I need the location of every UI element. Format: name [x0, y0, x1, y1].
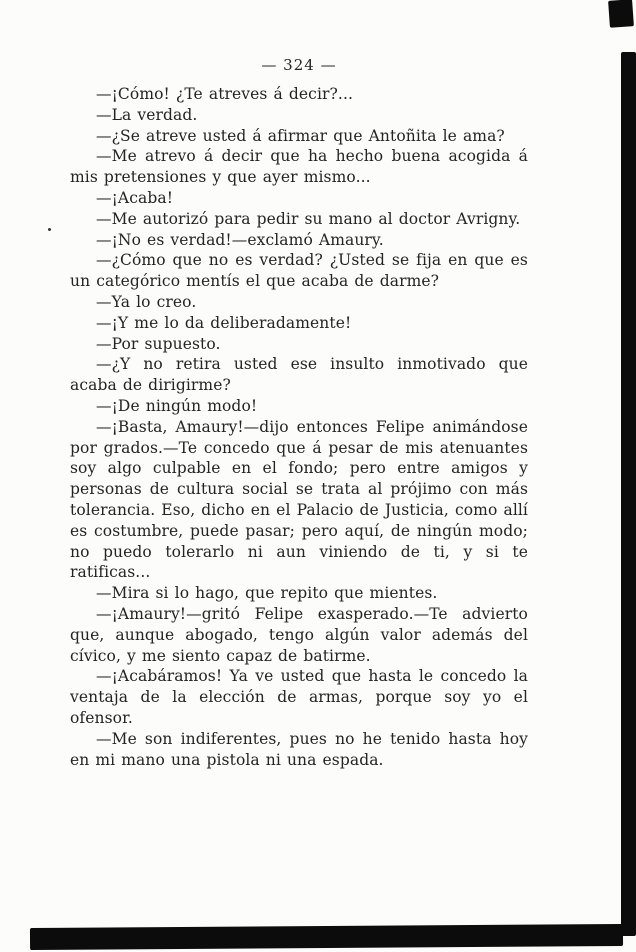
scan-artifact-right-edge — [621, 52, 636, 936]
paragraph: —¡Acaba! — [96, 188, 174, 207]
paragraph: —¡Acabáramos! Ya ve usted que hasta le concedo la ventaja de la elección de armas, porque soy yo el ofensor. — [70, 667, 528, 727]
ink-speck — [48, 228, 51, 231]
paragraph: —La verdad. — [96, 105, 198, 124]
paragraph: —¡Cómo! ¿Te atreves á decir?... — [96, 85, 354, 103]
paragraph: —¿Se atreve usted á afirmar que Antoñita le ama? — [96, 126, 505, 145]
paragraph: —¡No es verdad!—exclamó Amaury. — [96, 230, 384, 249]
paragraph: —¡Amaury!—gritó Felipe exasperado.—Te advierto que, aunque abogado, tengo algún valor además del cívico, y me siento capaz de batirme. — [70, 604, 528, 665]
paragraph: —Mira si lo hago, que repito que mientes. — [96, 584, 438, 603]
paragraph: —¿Cómo que no es verdad? ¿Usted se fija en que es un categórico mentís el que acaba de darme? — [70, 251, 528, 291]
scan-artifact-bottom-edge — [30, 924, 623, 950]
paragraph: —Me atrevo á decir que ha hecho buena acogida á mis pretensiones y que ayer mismo... — [70, 147, 528, 187]
paragraph: —¡De ningún modo! — [96, 396, 258, 415]
scan-artifact-corner-top-right — [608, 0, 634, 28]
paragraph: —Por supuesto. — [96, 334, 221, 353]
paragraph: —¡Basta, Amaury!—dijo entonces Felipe animándose por grados.—Te concedo que á pesar de mis atenuantes soy algo culpable en el fondo; pero entre amigos y personas de cultura social se trata al prójimo con más tolerancia. Eso, dicho en el Palacio de Justicia, como allí es costumbre, puede pasar; pero aquí, de ningún modo; no puedo tolerarlo ni aun viniendo de ti, y si te ratificas... — [70, 417, 528, 582]
page-number: — 324 — — [261, 56, 337, 74]
paragraph: —Ya lo creo. — [96, 292, 197, 311]
paragraph: —Me son indiferentes, pues no he tenido hasta hoy en mi mano una pistola ni una espada. — [70, 729, 528, 769]
paragraph: —Me autorizó para pedir su mano al doctor Avrigny. — [96, 209, 521, 228]
paragraph: —¡Y me lo da deliberadamente! — [96, 313, 352, 332]
paragraph: —¿Y no retira usted ese insulto inmotivado que acaba de dirigirme? — [70, 355, 528, 395]
text-block — [70, 84, 528, 770]
